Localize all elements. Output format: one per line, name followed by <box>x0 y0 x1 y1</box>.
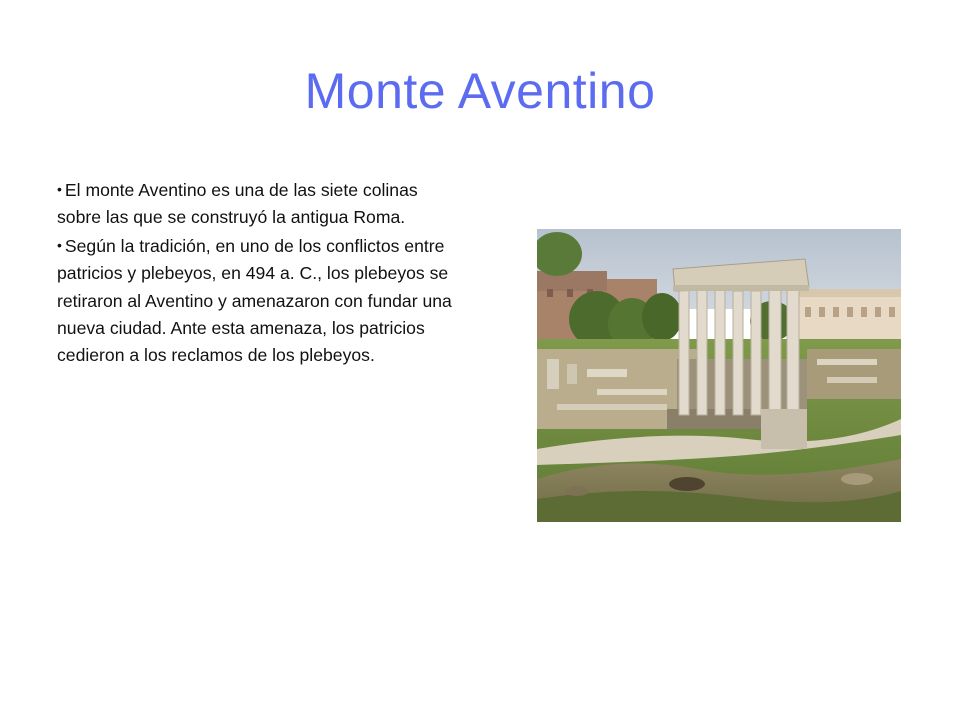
roman-forum-illustration <box>537 229 901 522</box>
bullet-marker: • <box>57 181 62 197</box>
bullet-text: Según la tradición, en uno de los conflictos entre patricios y plebeyos, en 494 a. C., los plebeyos se retiraron al Aventino y amenazaron con fundar una nueva ciudad. Ante esta amenaza, los patricios cedieron a los reclamos de los plebeyos. <box>57 235 452 366</box>
bullet-list <box>57 176 452 370</box>
bullet-item <box>57 232 452 370</box>
roman-forum-photo <box>537 229 901 522</box>
bullet-text: El monte Aventino es una de las siete colinas sobre las que se construyó la antigua Roma. <box>57 180 418 228</box>
slide-title: Monte Aventino <box>304 63 656 119</box>
bullet-marker: • <box>57 236 62 253</box>
bullet-item <box>57 176 452 232</box>
